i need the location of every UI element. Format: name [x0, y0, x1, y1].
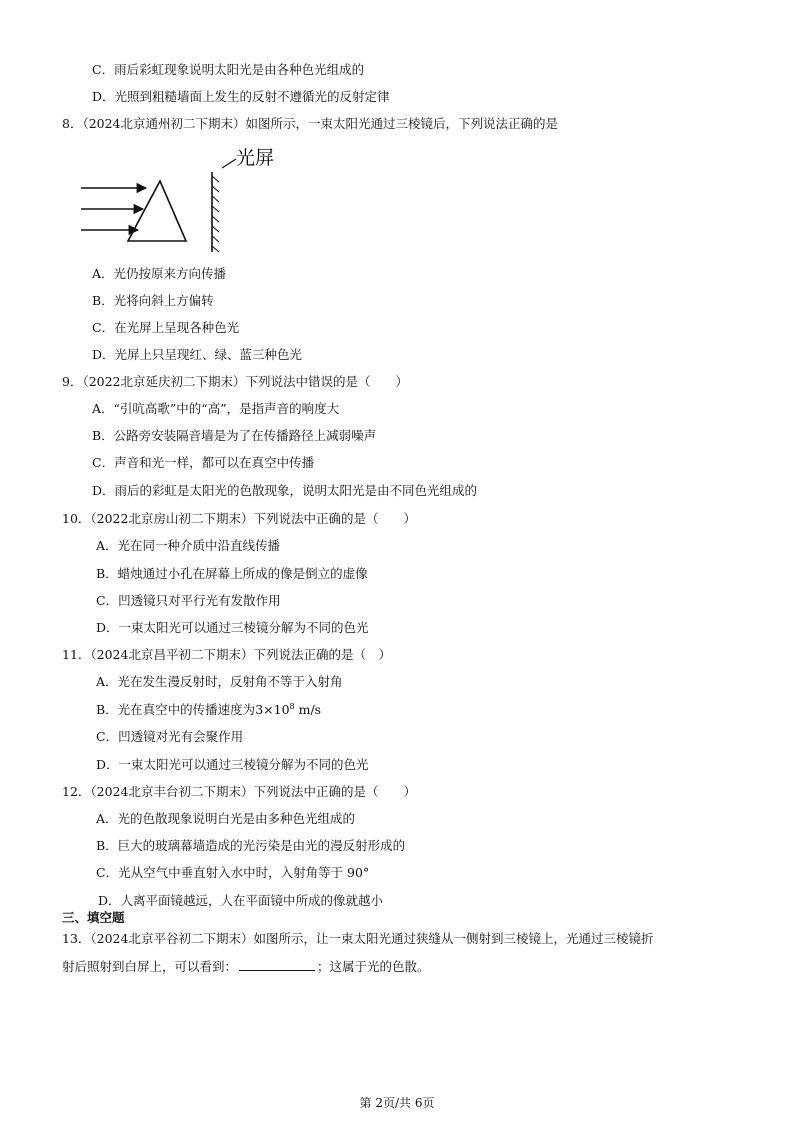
q12-option-c: C．光从空气中垂直射入水中时，入射角等于 90°	[96, 865, 370, 880]
q9-option-d: D．雨后的彩虹是太阳光的色散现象，说明太阳光是由不同色光组成的	[92, 483, 478, 498]
page-number: 第 2页/共 6页	[359, 1096, 435, 1110]
speed-unit: m/s	[294, 702, 322, 717]
q11-stem: 11．（2024北京昌平初二下期末）下列说法正确的是（ ）	[62, 647, 391, 662]
q9-option-a: A．“引吭高歌”中的“高”，是指声音的响度大	[92, 401, 340, 416]
q10-stem: 10．（2022北京房山初二下期末）下列说法中正确的是（ ）	[62, 511, 416, 526]
q12-option-b: B．巨大的玻璃幕墙造成的光污染是由光的漫反射形成的	[96, 838, 406, 853]
q9-stem: 9．（2022北京延庆初二下期末）下列说法中错误的是（ ）	[62, 374, 409, 389]
q11-option-d: D．一束太阳光可以通过三棱镜分解为不同的色光	[96, 757, 369, 772]
screen-hatching	[212, 176, 219, 252]
q8-option-d: D．光屏上只呈现红、绿、蓝三种色光	[92, 347, 303, 362]
speed-exponent: 8	[289, 701, 295, 711]
q8-option-a: A．光仍按原来方向传播	[92, 266, 227, 281]
q13-line-2	[62, 958, 430, 975]
screen-label: 光屏	[236, 147, 275, 169]
q11-option-b	[96, 702, 321, 718]
q12-option-a: A．光的色散现象说明白光是由多种色光组成的	[96, 811, 356, 826]
prism-light-screen-figure	[76, 146, 286, 256]
q8-stem: 8．（2024北京通州初二下期末）如图所示，一束太阳光通过三棱镜后，下列说法正确的是	[62, 116, 559, 131]
q7-option-d: D．光照到粗糙墙面上发生的反射不遵循光的反射定律	[92, 89, 390, 104]
q8-option-b: B．光将向斜上方偏转	[92, 293, 214, 308]
q9-option-c: C．声音和光一样，都可以在真空中传播	[92, 455, 315, 470]
q10-option-a: A．光在同一种介质中沿直线传播	[96, 538, 281, 553]
q13-line-2-post: ；这属于光的色散。	[317, 959, 430, 974]
q11-option-c: C．凹透镜对光有会聚作用	[96, 729, 244, 744]
section-title-fill-in: 三、填空题	[62, 910, 125, 925]
label-leader-line	[222, 159, 236, 168]
q12-option-d: D．人离平面镜越远，人在平面镜中所成的像就越小	[98, 893, 384, 908]
q13-line-2-pre: 射后照射到白屏上，可以看到：	[62, 959, 238, 974]
prism	[128, 181, 186, 241]
q10-option-c: C．凹透镜只对平行光有发散作用	[96, 593, 281, 608]
q8-option-c: C．在光屏上呈现各种色光	[92, 320, 240, 335]
q9-option-b: B．公路旁安装隔音墙是为了在传播路径上减弱噪声	[92, 428, 377, 443]
q11-option-b-text: B．光在真空中的传播速度为	[96, 702, 256, 717]
speed-value: 3×10	[255, 702, 290, 717]
answer-blank[interactable]	[239, 958, 315, 971]
q7-option-c: C．雨后彩虹现象说明太阳光是由各种色光组成的	[92, 62, 365, 77]
q12-stem: 12．（2024北京丰台初二下期末）下列说法中正确的是（ ）	[62, 784, 416, 799]
q10-option-b: B．蜡烛通过小孔在屏幕上所成的像是倒立的虚像	[96, 566, 368, 581]
q10-option-d: D．一束太阳光可以通过三棱镜分解为不同的色光	[96, 620, 369, 635]
q11-option-a: A．光在发生漫反射时，反射角不等于入射角	[96, 674, 343, 689]
q13-line-1: 13．（2024北京平谷初二下期末）如图所示，让一束太阳光通过狭缝从一侧射到三棱镜上，光通过三棱镜折	[62, 931, 654, 946]
